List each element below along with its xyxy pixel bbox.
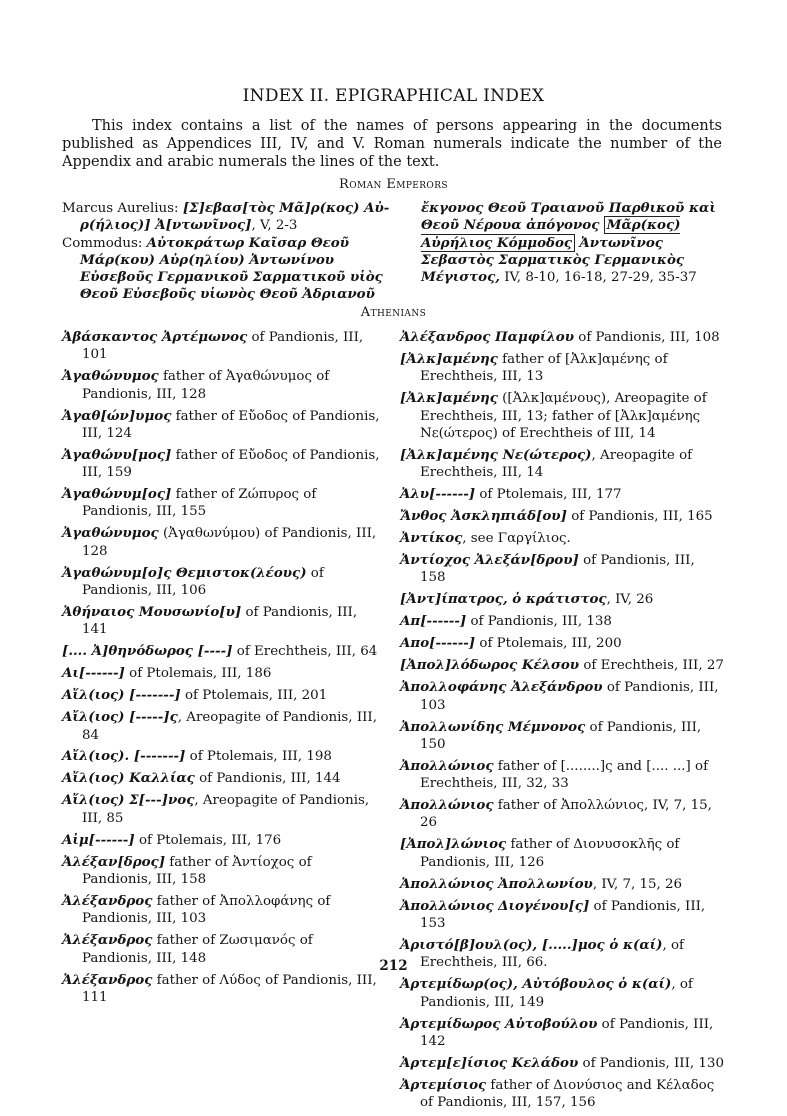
entry-reference: father of [Ἀλκ]αμένης of Erechtheis, III, 13 bbox=[420, 351, 668, 385]
index-entry bbox=[400, 976, 724, 1011]
entry-greek-name: Ἀρτεμίδωρ(ος), Αὐτόβουλος ὁ κ(αί) bbox=[400, 976, 672, 993]
emperor-entry bbox=[62, 200, 402, 235]
entry-reference: father of Διονυσοκλῆς of Pandionis, III, 126 bbox=[420, 837, 680, 870]
index-entry bbox=[400, 1055, 724, 1072]
index-entry bbox=[62, 565, 382, 600]
index-entry bbox=[400, 758, 724, 793]
entry-greek-name: Απ[------] bbox=[400, 613, 467, 630]
entry-greek-name: Ἀγαθώνυ[μος] bbox=[62, 446, 172, 463]
entry-greek-name: Ἀγαθώνυμος bbox=[62, 368, 159, 385]
page-title: INDEX II. EPIGRAPHICAL INDEX bbox=[242, 86, 545, 106]
entry-reference: father of Εὔοδος of Pandionis, III, 124 bbox=[82, 408, 380, 441]
index-entry bbox=[62, 447, 382, 482]
entry-reference: (Ἀγαθωνύμου) of Pandionis, III, 128 bbox=[82, 526, 377, 559]
index-entry bbox=[400, 486, 724, 503]
emperor-name: Marcus Aurelius: bbox=[62, 201, 183, 216]
entry-greek-name: Ἀντίκος bbox=[400, 530, 463, 547]
entry-greek-name: Απο[------] bbox=[400, 635, 476, 652]
entry-reference: , Areopagite of Pandionis, III, 84 bbox=[82, 710, 377, 743]
entry-reference: , IV, 7, 15, 26 bbox=[592, 876, 683, 892]
entry-greek-name: Ἀγαθώνυμ[ο]ς Θεμιστοκ(λέους) bbox=[62, 564, 307, 581]
index-entry bbox=[62, 792, 382, 827]
entry-reference: father of Ἀγαθώνυμος of Pandionis, III, 128 bbox=[82, 369, 330, 402]
index-entry bbox=[62, 687, 382, 704]
entry-reference: of Ptolemais, III, 186 bbox=[124, 666, 272, 682]
index-entry bbox=[62, 854, 382, 889]
intro-paragraph: This index contains a list of the names of persons appearing in the documents published as Appendices III, IV, and V. Roman numerals indicate the number of the Appendix and arabic numerals the lines of the text. bbox=[62, 118, 722, 170]
index-entry bbox=[62, 525, 382, 560]
entry-reference: of Pandionis, III, 144 bbox=[194, 771, 341, 787]
entry-greek-name: Αἴλ(ιος) Σ[---]νος bbox=[62, 792, 195, 809]
entry-greek-name: [.... Ἀ]θηνόδωρος [----] bbox=[62, 643, 233, 660]
entry-greek-name: Ἀγαθώνυμ[ος] bbox=[62, 486, 172, 503]
index-entry bbox=[62, 604, 382, 639]
athenians-heading: Athenians bbox=[360, 305, 427, 320]
entry-greek-name: Ἀπολλωνίδης Μέμνονος bbox=[400, 718, 586, 735]
entry-greek-name: Ἀγαθ[ών]υμος bbox=[62, 407, 172, 424]
boxed-name: Μᾶρ(κος) Αὐρήλιος Κόμμοδος bbox=[421, 217, 681, 251]
entry-greek-name: Αἴλ(ιος). [-------] bbox=[62, 748, 186, 765]
entry-reference: of Pandionis, III, 153 bbox=[420, 898, 706, 931]
entry-reference: of Ptolemais, III, 176 bbox=[134, 832, 282, 848]
entry-greek-name: [Ἀλκ]αμένης bbox=[400, 390, 498, 407]
entry-reference: , IV, 26 bbox=[606, 592, 654, 608]
entry-reference: father of Ζώπυρος of Pandionis, III, 155 bbox=[82, 487, 317, 520]
entry-reference: father of Εὔοδος of Pandionis, III, 159 bbox=[82, 447, 380, 481]
index-entry bbox=[400, 613, 724, 630]
entry-reference: ([Ἀλκ]αμένους), Areopagite of Erechtheis, III, 13; father of [Ἀλκ]αμένης Νε(ώτερος) of Erechtheis of III, 14 bbox=[420, 391, 707, 441]
athenians-left-column bbox=[62, 329, 382, 1011]
entry-reference: of Ptolemais, III, 177 bbox=[475, 487, 622, 503]
entry-greek-name: Ἀλέξαν[δρος] bbox=[62, 853, 166, 870]
index-entry bbox=[400, 390, 724, 442]
entry-greek-name: Ἀπολλώνιος bbox=[400, 797, 494, 814]
entry-greek-name: Ἀλυ[------] bbox=[400, 486, 476, 503]
index-entry bbox=[400, 657, 724, 674]
index-entry bbox=[62, 832, 382, 849]
entry-reference: father of Διονύσιος and Κέλαδος of Pandionis, III, 157, 156 bbox=[420, 1077, 715, 1111]
index-entry bbox=[400, 591, 724, 608]
entry-reference: of Pandionis, III, 165 bbox=[566, 509, 713, 525]
emperor-greek: [Σ]εβασ[τὸς Μᾶ]ρ(κος) Αὐ-ρ(ήλιος)] Ἀ[ντωνῖνος] bbox=[80, 200, 390, 234]
entry-reference: of Ptolemais, III, 201 bbox=[180, 688, 328, 704]
entry-greek-name: Αἰμ[------] bbox=[62, 831, 135, 848]
index-entry bbox=[400, 508, 724, 525]
entry-reference: of Pandionis, III, 103 bbox=[420, 680, 719, 713]
entry-reference: of Erechtheis, III, 64 bbox=[232, 644, 378, 660]
entry-reference: , Areopagite of Pandionis, III, 85 bbox=[82, 793, 370, 826]
index-entry bbox=[400, 552, 724, 587]
entry-greek-name: Ἀλέξανδρος bbox=[62, 971, 153, 988]
index-entry bbox=[400, 1077, 724, 1112]
emperor-ref: , V, 2-3 bbox=[251, 218, 298, 234]
entry-greek-name: Ἀπολλώνιος bbox=[400, 757, 494, 774]
entry-reference: , of Erechtheis, III, 66. bbox=[420, 937, 684, 971]
entry-reference: father of [........]ς and [.... ...] of Erechtheis, III, 32, 33 bbox=[420, 758, 709, 792]
roman-emperors-right-column bbox=[421, 200, 725, 286]
entry-greek-name: Αι[------] bbox=[62, 665, 125, 682]
page-number: 212 bbox=[379, 958, 408, 974]
entry-reference: , see Γαργίλιος. bbox=[462, 531, 571, 547]
entry-greek-name: Ἀρτεμ[ε]ίσιος Κελάδου bbox=[400, 1054, 579, 1071]
entry-greek-name: [Ἀλκ]αμένης Νε(ώτερος) bbox=[400, 446, 592, 463]
entry-reference: father of Λύδος of Pandionis, III, 111 bbox=[82, 972, 377, 1005]
index-entry bbox=[400, 836, 724, 871]
entry-reference: father of Ἀπολλοφάνης of Pandionis, III, 103 bbox=[82, 894, 331, 927]
index-entry bbox=[400, 447, 724, 482]
index-entry bbox=[62, 665, 382, 682]
index-entry bbox=[62, 770, 382, 787]
index-entry bbox=[62, 368, 382, 403]
index-entry bbox=[62, 972, 382, 1007]
entry-reference: of Pandionis, III, 138 bbox=[466, 614, 612, 630]
index-entry bbox=[400, 1016, 724, 1051]
emperor-continued-ref: IV, 8-10, 16-18, 27-29, 35-37 bbox=[504, 270, 697, 286]
entry-reference: , of Pandionis, III, 149 bbox=[420, 977, 693, 1010]
entry-greek-name: Ἀθήναιος Μουσωνίο[υ] bbox=[62, 603, 242, 620]
index-entry bbox=[400, 876, 724, 893]
emperor-entry bbox=[62, 235, 402, 304]
index-entry bbox=[400, 719, 724, 754]
roman-emperors-left-column bbox=[62, 200, 402, 304]
entry-greek-name: Ἀπολλοφάνης Ἀλεξάνδρου bbox=[400, 679, 603, 696]
index-entry bbox=[62, 408, 382, 443]
entry-reference: of Pandionis, III, 106 bbox=[82, 565, 324, 598]
entry-reference: of Pandionis, III, 101 bbox=[82, 330, 364, 363]
entry-greek-name: [Ἀλκ]αμένης bbox=[400, 350, 498, 367]
entry-greek-name: Αἴλ(ιος) Καλλίας bbox=[62, 770, 195, 787]
entry-greek-name: Ἀντίοχος Ἀλεξάν[δρου] bbox=[400, 552, 579, 569]
entry-reference: of Pandionis, III, 142 bbox=[420, 1016, 714, 1049]
entry-reference: of Pandionis, III, 158 bbox=[420, 553, 695, 586]
entry-greek-name: Ἀγαθώνυμος bbox=[62, 525, 159, 542]
entry-greek-name: Ἀπολλώνιος Διογένου[ς] bbox=[400, 897, 590, 914]
emperor-continued-greek-b: Ἀντωνῖνος Σεβαστὸς Σαρματικὸς Γερμανικὸς Μέγιστος, bbox=[421, 234, 685, 286]
index-entry bbox=[62, 893, 382, 928]
index-entry bbox=[62, 643, 382, 660]
index-entry bbox=[400, 329, 724, 346]
athenians-right-column bbox=[400, 329, 724, 1116]
index-entry bbox=[400, 635, 724, 652]
entry-reference: , Areopagite of Erechtheis, III, 14 bbox=[420, 447, 693, 481]
entry-reference: father of Ζωσιμανός of Pandionis, III, 148 bbox=[82, 933, 313, 966]
entry-greek-name: [Ἀπολ]λώνιος bbox=[400, 836, 507, 853]
entry-greek-name: Ἀρτεμίδωρος Αὐτοβούλου bbox=[400, 1015, 598, 1032]
index-entry bbox=[400, 530, 724, 547]
entry-greek-name: Ἀβάσκαντος Ἀρτέμωνος bbox=[62, 329, 248, 345]
entry-greek-name: [Ἀντ]ίπατρος, ὁ κράτιστος bbox=[400, 591, 607, 608]
index-entry bbox=[62, 748, 382, 765]
entry-greek-name: Ἀλέξανδρος Παμφίλου bbox=[400, 329, 574, 345]
entry-greek-name: Ἀλέξανδρος bbox=[62, 893, 153, 909]
entry-greek-name: Ἀπολλώνιος Ἀπολλωνίου bbox=[400, 875, 593, 892]
roman-emperors-heading: Roman Emperors bbox=[339, 177, 448, 192]
emperor-continued-greek: ἔκγονος Θεοῦ Τραιανοῦ Παρθικοῦ καὶ Θεοῦ Νέρουα ἀπόγονος bbox=[421, 200, 716, 234]
entry-greek-name: [Ἀπολ]λόδωρος Κέλσου bbox=[400, 657, 580, 674]
entry-greek-name: Αἴλ(ιος) [-----]ς bbox=[62, 709, 178, 726]
entry-reference: of Pandionis, III, 141 bbox=[82, 604, 358, 638]
index-entry bbox=[400, 351, 724, 386]
emperor-name: Commodus: bbox=[62, 235, 147, 251]
entry-reference: of Ptolemais, III, 200 bbox=[475, 636, 622, 652]
index-entry bbox=[62, 709, 382, 744]
index-entry bbox=[400, 898, 724, 933]
entry-reference: of Pandionis, III, 130 bbox=[578, 1055, 724, 1071]
entry-reference: of Ptolemais, III, 198 bbox=[185, 749, 332, 765]
entry-greek-name: Ἄνθος Ἀσκληπιάδ[ου] bbox=[400, 508, 567, 525]
index-entry bbox=[400, 679, 724, 714]
entry-greek-name: Ἀρτεμίσιος bbox=[400, 1076, 487, 1093]
entry-reference: father of Ἀπολλώνιος, IV, 7, 15, 26 bbox=[420, 798, 712, 831]
entry-reference: of Pandionis, III, 150 bbox=[420, 719, 702, 752]
entry-reference: of Erechtheis, III, 27 bbox=[579, 658, 724, 674]
entry-reference: father of Ἀντίοχος of Pandionis, III, 158 bbox=[82, 854, 312, 888]
emperor-greek: Αὐτοκράτωρ Καῖσαρ Θεοῦ Μάρ(κου) Αὐρ(ηλίου) Ἀντωνίνου Εὐσεβοῦς Γερμανικοῦ Σαρματικοῦ υἱὸς Θεοῦ Εὐσεβοῦς υἱωνὸς Θεοῦ Ἀδριανοῦ bbox=[80, 234, 383, 303]
entry-greek-name: Αἴλ(ιος) [-------] bbox=[62, 687, 181, 704]
index-entry bbox=[400, 797, 724, 832]
entry-reference: of Pandionis, III, 108 bbox=[574, 330, 720, 345]
index-entry bbox=[62, 329, 382, 364]
entry-greek-name: Ἀριστό[β]ουλ(ος), [.....]μος ὁ κ(αί) bbox=[400, 936, 663, 953]
index-entry bbox=[62, 486, 382, 521]
entry-greek-name: Ἀλέξανδρος bbox=[62, 932, 153, 949]
